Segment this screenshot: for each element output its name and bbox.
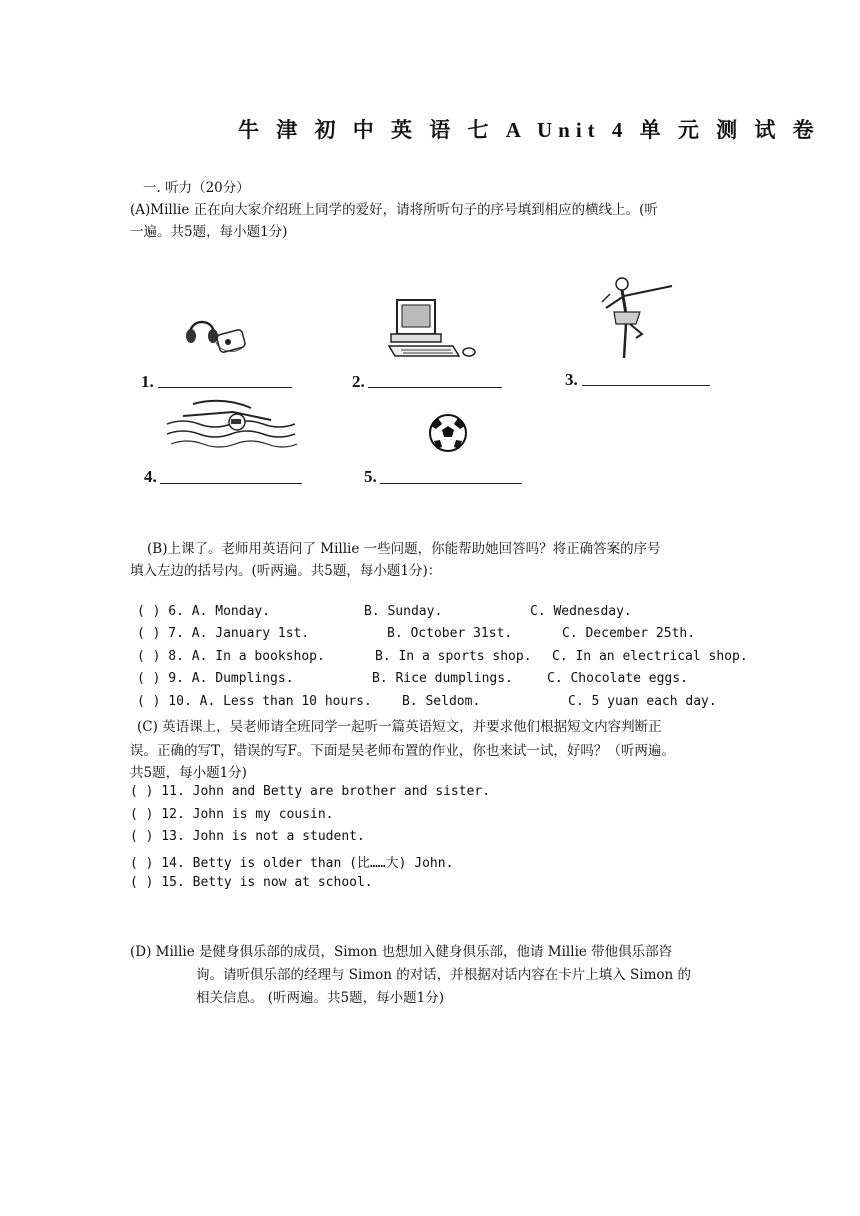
- answer-line-4[interactable]: [160, 483, 302, 484]
- answer-line-1[interactable]: [158, 387, 292, 388]
- question-10-option-b: B. Seldom.: [402, 694, 481, 709]
- part-d-instruction-1: (D) Millie 是健身俱乐部的成员，Simon 也想加入健身俱乐部，他请 Millie 带他俱乐部咨: [130, 944, 673, 960]
- section-heading-listening: 一. 听力（20分）: [143, 180, 250, 196]
- statement-11: ( ) 11. John and Betty are brother and sister.: [130, 784, 491, 799]
- answer-line-2[interactable]: [368, 387, 502, 388]
- answer-line-5[interactable]: [380, 483, 522, 484]
- question-7-option-b: B. October 31st.: [387, 626, 513, 641]
- blank-label-1: 1.: [141, 372, 154, 391]
- question-7-stem: ( ) 7. A. January 1st.: [137, 626, 310, 641]
- question-10-stem: ( ) 10. A. Less than 10 hours.: [137, 694, 372, 709]
- statement-15: ( ) 15. Betty is now at school.: [130, 875, 373, 890]
- blank-label-4: 4.: [144, 467, 157, 486]
- blank-label-2: 2.: [352, 372, 365, 391]
- part-d-instruction-3: 相关信息。 (听两遍。共5题，每小题1分): [196, 990, 445, 1006]
- question-8-option-c: C. In an electrical shop.: [552, 649, 748, 664]
- soccer-ball-icon: [428, 413, 468, 453]
- question-10-option-c: C. 5 yuan each day.: [568, 694, 717, 709]
- blank-label-3: 3.: [565, 370, 578, 389]
- dancer-icon: [600, 272, 680, 364]
- statement-13: ( ) 13. John is not a student.: [130, 829, 365, 844]
- part-c-instruction-2: 误。正确的写T，错误的写F。下面是吴老师布置的作业，你也来试一试，好吗？（听两遍。: [130, 743, 675, 759]
- question-6-option-b: B. Sunday.: [364, 604, 443, 619]
- question-9-option-c: C. Chocolate eggs.: [547, 671, 688, 686]
- part-b-instruction-2: 填入左边的括号内。(听两遍。共5题，每小题1分)：: [130, 563, 442, 579]
- computer-icon: [383, 298, 478, 360]
- blank-label-5: 5.: [364, 467, 377, 486]
- part-d-instruction-2: 询。请听俱乐部的经理与 Simon 的对话，并根据对话内容在卡片上填入 Simon 的: [196, 967, 692, 983]
- question-9-stem: ( ) 9. A. Dumplings.: [137, 671, 294, 686]
- question-6-option-c: C. Wednesday.: [530, 604, 632, 619]
- question-8-option-b: B. In a sports shop.: [375, 649, 532, 664]
- swimmer-icon: [163, 394, 299, 452]
- question-7-option-c: C. December 25th.: [562, 626, 696, 641]
- question-9-option-b: B. Rice dumplings.: [372, 671, 513, 686]
- headphones-icon: [182, 312, 252, 357]
- part-b-instruction-1: (B)上课了。老师用英语问了 Millie 一些问题，你能帮助她回答吗？将正确答案的序号: [147, 541, 661, 557]
- part-a-instruction-2: 一遍。共5题，每小题1分): [130, 224, 288, 240]
- answer-line-3[interactable]: [582, 385, 710, 386]
- page-title: 牛 津 初 中 英 语 七 A Unit 4 单 元 测 试 卷: [238, 118, 820, 142]
- part-c-instruction-3: 共5题，每小题1分): [130, 765, 247, 781]
- question-8-stem: ( ) 8. A. In a bookshop.: [137, 649, 325, 664]
- part-c-instruction-1: (C) 英语课上，吴老师请全班同学一起听一篇英语短文，并要求他们根据短文内容判断正: [137, 719, 662, 735]
- statement-12: ( ) 12. John is my cousin.: [130, 807, 334, 822]
- question-6-stem: ( ) 6. A. Monday.: [137, 604, 271, 619]
- statement-14: ( ) 14. Betty is older than (比……大) John.: [130, 856, 454, 871]
- part-a-instruction-1: (A)Millie 正在向大家介绍班上同学的爱好，请将所听句子的序号填到相应的横线上。(听: [130, 202, 658, 218]
